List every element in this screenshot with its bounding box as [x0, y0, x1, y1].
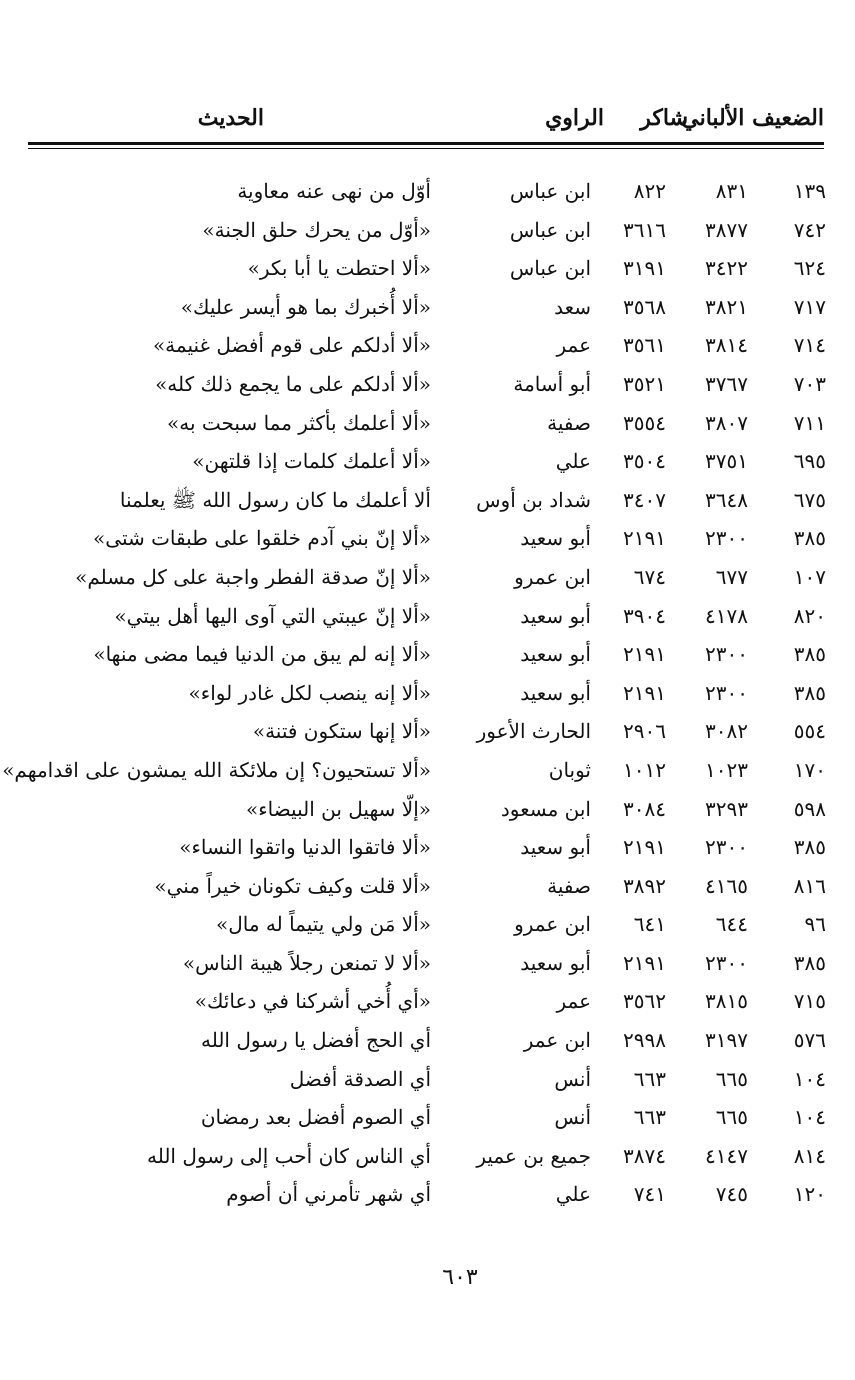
- cell-hadith: «ألا أدلكم على ما يجمع ذلك كله»: [155, 371, 431, 396]
- header-rawi: الراوي: [545, 105, 604, 131]
- cell-hadith: «إلّا سهيل بن البيضاء»: [245, 796, 431, 821]
- cell-hadith: أي الصدقة أفضل: [289, 1066, 431, 1091]
- cell-albani: ٣٦٤٨: [705, 487, 748, 512]
- cell-rawi: ابن مسعود: [500, 796, 591, 821]
- cell-hadith: «ألا إنه ينصب لكل غادر لواء»: [188, 680, 431, 705]
- cell-daif: ٧١٤: [793, 333, 826, 358]
- cell-rawi: ابن عباس: [509, 217, 591, 242]
- cell-daif: ٣٨٥: [793, 526, 826, 551]
- table-row: [18, 675, 826, 714]
- cell-rawi: جميع بن عمير: [476, 1143, 591, 1168]
- cell-shakir: ٣٤٠٧: [623, 487, 666, 512]
- cell-rawi: أبو سعيد: [520, 603, 591, 628]
- cell-shakir: ٣٥٦٢: [623, 989, 666, 1014]
- cell-albani: ٧٤٥: [715, 1182, 748, 1207]
- cell-albani: ٦٤٤: [715, 912, 748, 937]
- table-row: [18, 983, 826, 1022]
- table-row: [18, 1022, 826, 1061]
- table-row: [18, 405, 826, 444]
- cell-rawi: أبو سعيد: [520, 835, 591, 860]
- cell-shakir: ٣٦١٦: [623, 217, 666, 242]
- table-row: [18, 636, 826, 675]
- cell-shakir: ٦٦٣: [633, 1105, 666, 1130]
- cell-rawi: أبو سعيد: [520, 680, 591, 705]
- table-row: [18, 327, 826, 366]
- header-rule-thin: [28, 148, 824, 149]
- cell-shakir: ٣٥٠٤: [623, 449, 666, 474]
- table-row: [18, 1176, 826, 1215]
- cell-daif: ٥٩٨: [793, 796, 826, 821]
- cell-albani: ٤١٦٥: [705, 873, 748, 898]
- table-row: [18, 791, 826, 830]
- cell-rawi: أبو سعيد: [520, 950, 591, 975]
- cell-hadith: «ألا مَن ولي يتيماً له مال»: [215, 912, 431, 937]
- table-row: [18, 559, 826, 598]
- cell-hadith: «ألا تستحيون؟ إن ملائكة الله يمشون على اقدامهم»: [2, 757, 431, 782]
- table-row: [18, 366, 826, 405]
- cell-hadith: أوّل من نهى عنه معاوية: [237, 179, 431, 203]
- cell-albani: ٢٣٠٠: [705, 526, 748, 551]
- cell-rawi: ابن عمر: [523, 1028, 591, 1053]
- cell-shakir: ٢١٩١: [623, 642, 666, 667]
- cell-daif: ٧٠٣: [793, 371, 826, 396]
- cell-albani: ٣٧٦٧: [705, 371, 748, 396]
- cell-daif: ١٠٧: [793, 564, 826, 589]
- table-row: [18, 520, 826, 559]
- cell-shakir: ٣٥٦١: [623, 333, 666, 358]
- cell-daif: ٣٨٥: [793, 835, 826, 860]
- cell-shakir: ٢١٩١: [623, 950, 666, 975]
- cell-daif: ١٢٠: [793, 1182, 826, 1207]
- cell-albani: ٣٨٠٧: [705, 410, 748, 435]
- cell-rawi: عمر: [556, 333, 591, 358]
- cell-daif: ٨٢٠: [793, 603, 826, 628]
- cell-hadith: أي الصوم أفضل بعد رمضان: [200, 1105, 431, 1130]
- cell-albani: ٢٣٠٠: [705, 835, 748, 860]
- cell-rawi: ابن عمرو: [514, 564, 591, 589]
- cell-rawi: أبو أسامة: [513, 371, 591, 396]
- cell-daif: ١٠٤: [793, 1105, 826, 1130]
- cell-hadith: «أوّل من يحرك حلق الجنة»: [202, 217, 431, 242]
- cell-albani: ٣٨١٤: [705, 333, 748, 358]
- cell-rawi: الحارث الأعور: [476, 719, 591, 744]
- cell-shakir: ٦٤١: [633, 912, 666, 937]
- cell-hadith: «ألا قلت وكيف تكونان خيراً مني»: [154, 873, 431, 898]
- table-row: [18, 482, 826, 521]
- cell-shakir: ٢١٩١: [623, 680, 666, 705]
- cell-rawi: ثوبان: [548, 757, 591, 782]
- cell-shakir: ٣٥٢١: [623, 371, 666, 396]
- header-hadith: الحديث: [197, 105, 264, 131]
- header-rule-thick: [28, 142, 824, 145]
- cell-albani: ٣٧٥١: [705, 449, 748, 474]
- table-body: [2, 173, 826, 1215]
- cell-daif: ٦٩٥: [793, 449, 826, 474]
- cell-daif: ٧٤٢: [793, 217, 826, 242]
- cell-albani: ٢٣٠٠: [705, 950, 748, 975]
- cell-daif: ٣٨٥: [793, 950, 826, 975]
- cell-shakir: ٣٨٩٢: [623, 873, 666, 898]
- cell-rawi: أبو سعيد: [520, 642, 591, 667]
- table-row: [18, 868, 826, 907]
- cell-daif: ١٧٠: [793, 757, 826, 782]
- cell-rawi: أنس: [554, 1066, 591, 1091]
- table-row: [18, 250, 826, 289]
- cell-shakir: ٧٤١: [633, 1182, 666, 1207]
- table-row: [18, 289, 826, 328]
- cell-albani: ١٠٢٣: [705, 757, 748, 782]
- cell-albani: ٣٠٨٢: [705, 719, 748, 744]
- cell-hadith: أي الناس كان أحب إلى رسول الله: [146, 1143, 431, 1168]
- cell-albani: ٦٦٥: [715, 1105, 748, 1130]
- table-row: [18, 1138, 826, 1177]
- cell-shakir: ٢١٩١: [623, 526, 666, 551]
- cell-shakir: ٣٨٧٤: [623, 1143, 666, 1168]
- table-header: [28, 100, 824, 136]
- cell-albani: ٦٦٥: [715, 1066, 748, 1091]
- cell-daif: ٧١١: [793, 410, 826, 435]
- cell-albani: ٢٣٠٠: [705, 680, 748, 705]
- cell-daif: ٦٧٥: [793, 487, 826, 512]
- cell-albani: ٨٣١: [715, 179, 748, 203]
- cell-rawi: سعد: [554, 294, 591, 319]
- cell-shakir: ٣٩٠٤: [623, 603, 666, 628]
- cell-hadith: «ألا فاتقوا الدنيا واتقوا النساء»: [179, 835, 431, 860]
- cell-rawi: شداد بن أوس: [476, 487, 591, 512]
- table-row: [2, 752, 826, 791]
- cell-hadith: «ألا لا تمنعن رجلاً هيبة الناس»: [182, 950, 431, 975]
- cell-rawi: علي: [555, 1182, 591, 1207]
- cell-rawi: ابن عباس: [509, 179, 591, 203]
- cell-daif: ٥٥٤: [793, 719, 826, 744]
- table-row: [18, 945, 826, 984]
- cell-daif: ٧١٧: [793, 294, 826, 319]
- header-shakir: شاكر: [640, 105, 688, 131]
- cell-shakir: ٢٩٩٨: [623, 1028, 666, 1053]
- cell-shakir: ٣٠٨٤: [623, 796, 666, 821]
- table-row: [18, 713, 826, 752]
- cell-hadith: أي شهر تأمرني أن أصوم: [226, 1182, 431, 1207]
- cell-rawi: ابن عمرو: [514, 912, 591, 937]
- cell-daif: ٨١٦: [793, 873, 826, 898]
- cell-albani: ٤١٤٧: [705, 1143, 748, 1168]
- cell-hadith: «ألا أعلمك كلمات إذا قلتهن»: [192, 449, 431, 474]
- cell-rawi: عمر: [556, 989, 591, 1014]
- cell-hadith: «ألا إنّ بني آدم خلقوا على طبقات شتى»: [93, 526, 431, 551]
- cell-rawi: علي: [555, 449, 591, 474]
- table-row: [18, 212, 826, 251]
- cell-rawi: صفية: [547, 873, 591, 898]
- cell-shakir: ٣٥٦٨: [623, 294, 666, 319]
- cell-daif: ١٠٤: [793, 1066, 826, 1091]
- cell-rawi: أنس: [554, 1105, 591, 1130]
- cell-shakir: ٨٢٢: [633, 179, 666, 203]
- cell-shakir: ٦٧٤: [633, 564, 666, 589]
- table-row: [18, 906, 826, 945]
- table-row: [18, 1061, 826, 1100]
- cell-hadith: «ألا إنّ عيبتي التي آوى اليها أهل بيتي»: [114, 603, 431, 628]
- cell-shakir: ٢٩٠٦: [623, 719, 666, 744]
- cell-shakir: ٦٦٣: [633, 1066, 666, 1091]
- cell-daif: ٣٨٥: [793, 642, 826, 667]
- cell-albani: ٣٢٩٣: [705, 796, 748, 821]
- cell-daif: ٥٧٦: [793, 1028, 826, 1053]
- cell-hadith: «ألا إنها ستكون فتنة»: [252, 719, 431, 744]
- cell-hadith: «أي أُخي أشركنا في دعائك»: [194, 989, 431, 1014]
- header-albani-daif: الضعيف الألباني: [681, 105, 824, 131]
- cell-albani: ٣٤٢٢: [705, 256, 748, 281]
- cell-daif: ٩٦: [804, 912, 826, 937]
- cell-daif: ٣٨٥: [793, 680, 826, 705]
- cell-hadith: أي الحج أفضل يا رسول الله: [200, 1028, 431, 1053]
- table-row: [18, 598, 826, 637]
- cell-hadith: «ألا احتطت يا أبا بكر»: [247, 256, 431, 281]
- page-number: ٦٠٣: [442, 1265, 478, 1290]
- cell-hadith: «ألا أدلكم على قوم أفضل غنيمة»: [152, 333, 431, 358]
- cell-hadith: «ألا أُخبرك بما هو أيسر عليك»: [180, 294, 431, 319]
- cell-daif: ٨١٤: [793, 1143, 826, 1168]
- table-row: [18, 173, 826, 212]
- cell-shakir: ٣١٩١: [623, 256, 666, 281]
- cell-albani: ٤١٧٨: [705, 603, 748, 628]
- cell-albani: ٦٧٧: [715, 564, 748, 589]
- cell-albani: ٣٨٧٧: [705, 217, 748, 242]
- cell-rawi: صفية: [547, 410, 591, 435]
- cell-hadith: ألا أعلمك ما كان رسول الله ﷺ يعلمنا: [119, 487, 431, 512]
- table-row: [18, 829, 826, 868]
- cell-shakir: ٣٥٥٤: [623, 410, 666, 435]
- cell-daif: ١٣٩: [793, 179, 826, 203]
- cell-rawi: ابن عباس: [509, 256, 591, 281]
- cell-hadith: «ألا إنه لم يبق من الدنيا فيما مضى منها»: [93, 642, 431, 667]
- cell-daif: ٦٢٤: [793, 256, 826, 281]
- table-row: [18, 1099, 826, 1138]
- cell-albani: ٣٨٢١: [705, 294, 748, 319]
- cell-albani: ٣٨١٥: [705, 989, 748, 1014]
- cell-hadith: «ألا إنّ صدقة الفطر واجبة على كل مسلم»: [75, 564, 431, 589]
- cell-shakir: ١٠١٢: [623, 757, 666, 782]
- cell-daif: ٧١٥: [793, 989, 826, 1014]
- cell-shakir: ٢١٩١: [623, 835, 666, 860]
- cell-rawi: أبو سعيد: [520, 526, 591, 551]
- cell-albani: ٣١٩٧: [705, 1028, 748, 1053]
- cell-albani: ٢٣٠٠: [705, 642, 748, 667]
- table-row: [18, 443, 826, 482]
- cell-hadith: «ألا أعلمك بأكثر مما سبحت به»: [166, 410, 431, 435]
